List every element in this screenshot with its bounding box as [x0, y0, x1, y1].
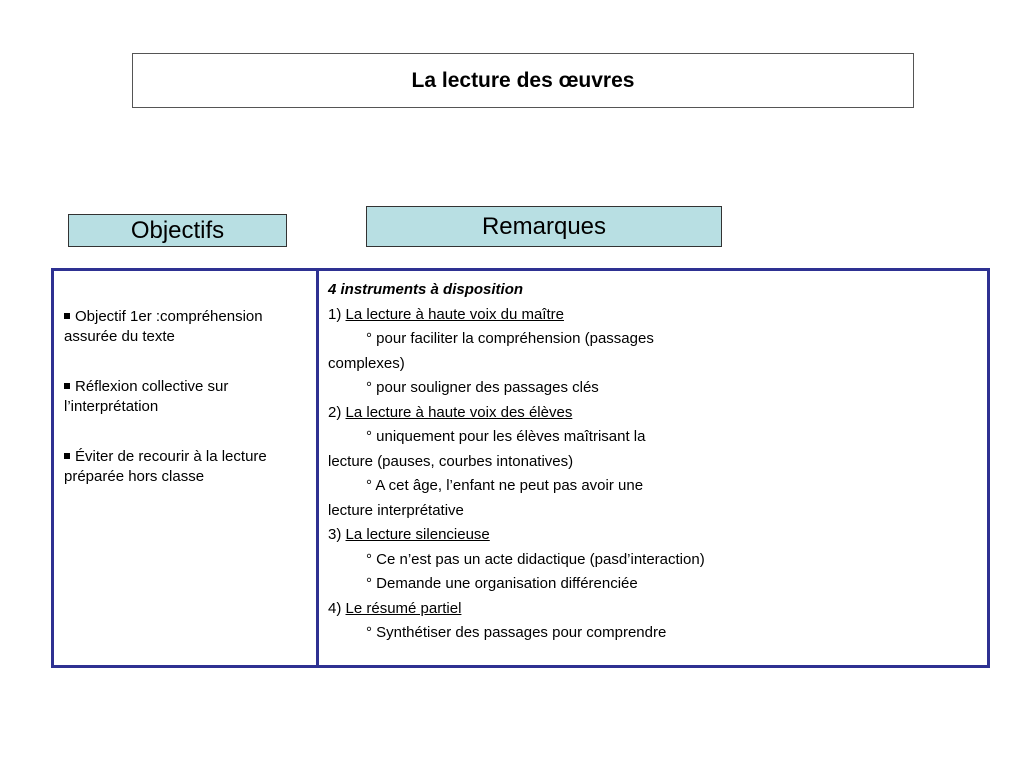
- instrument-point: ° Synthétiser des passages pour comprendre: [366, 624, 667, 641]
- instrument-point: ° pour faciliter la compréhension (passages: [366, 330, 654, 347]
- instrument-point-continuation: lecture (pauses, courbes intonatives): [328, 452, 574, 470]
- square-bullet-icon: [64, 313, 70, 319]
- instrument-point: ° pour souligner des passages clés: [366, 379, 599, 396]
- instrument-number: 4): [328, 599, 342, 617]
- instrument-point-continuation: lecture interprétative: [328, 501, 464, 519]
- instrument-number: 2): [328, 403, 342, 421]
- objectifs-header: Objectifs: [68, 214, 287, 247]
- instrument-point: ° uniquement pour les élèves maîtrisant la: [366, 428, 646, 445]
- square-bullet-icon: [64, 383, 70, 389]
- instrument-point-continuation: complexes): [328, 354, 405, 372]
- content-table: [51, 268, 990, 668]
- remarques-intro: 4 instruments à disposition: [328, 281, 524, 298]
- instrument-heading: [328, 523, 977, 548]
- instrument-point: ° Demande une organisation différenciée: [366, 575, 638, 592]
- instrument-number: 3): [328, 526, 342, 543]
- objectif-item: [64, 377, 306, 417]
- instrument-point: ° A cet âge, l’enfant ne peut pas avoir une: [366, 477, 644, 494]
- instrument-number: 1): [328, 305, 342, 323]
- objectif-text: Réflexion collective sur l’interprétation: [64, 378, 229, 415]
- remarques-column: [319, 271, 987, 665]
- objectifs-column: [54, 271, 319, 665]
- instrument-heading: [328, 303, 977, 328]
- instrument-heading: [328, 401, 977, 426]
- slide-title: La lecture des œuvres: [132, 53, 914, 108]
- objectif-text: Éviter de recourir à la lecture préparée hors classe: [64, 448, 267, 485]
- objectif-item: [64, 447, 306, 487]
- instrument-title: Le résumé partiel: [345, 599, 462, 617]
- instrument-title: La lecture à haute voix des élèves: [345, 403, 573, 421]
- square-bullet-icon: [64, 453, 70, 459]
- objectif-text: Objectif 1er :compréhension assurée du texte: [64, 308, 263, 345]
- objectif-item: [64, 307, 306, 347]
- instrument-heading: [328, 597, 977, 622]
- instrument-title: La lecture à haute voix du maître: [345, 305, 564, 323]
- remarques-header: Remarques: [366, 206, 722, 247]
- instrument-point: ° Ce n’est pas un acte didactique (pasd’interaction): [366, 550, 705, 568]
- instrument-title: La lecture silencieuse: [345, 526, 490, 543]
